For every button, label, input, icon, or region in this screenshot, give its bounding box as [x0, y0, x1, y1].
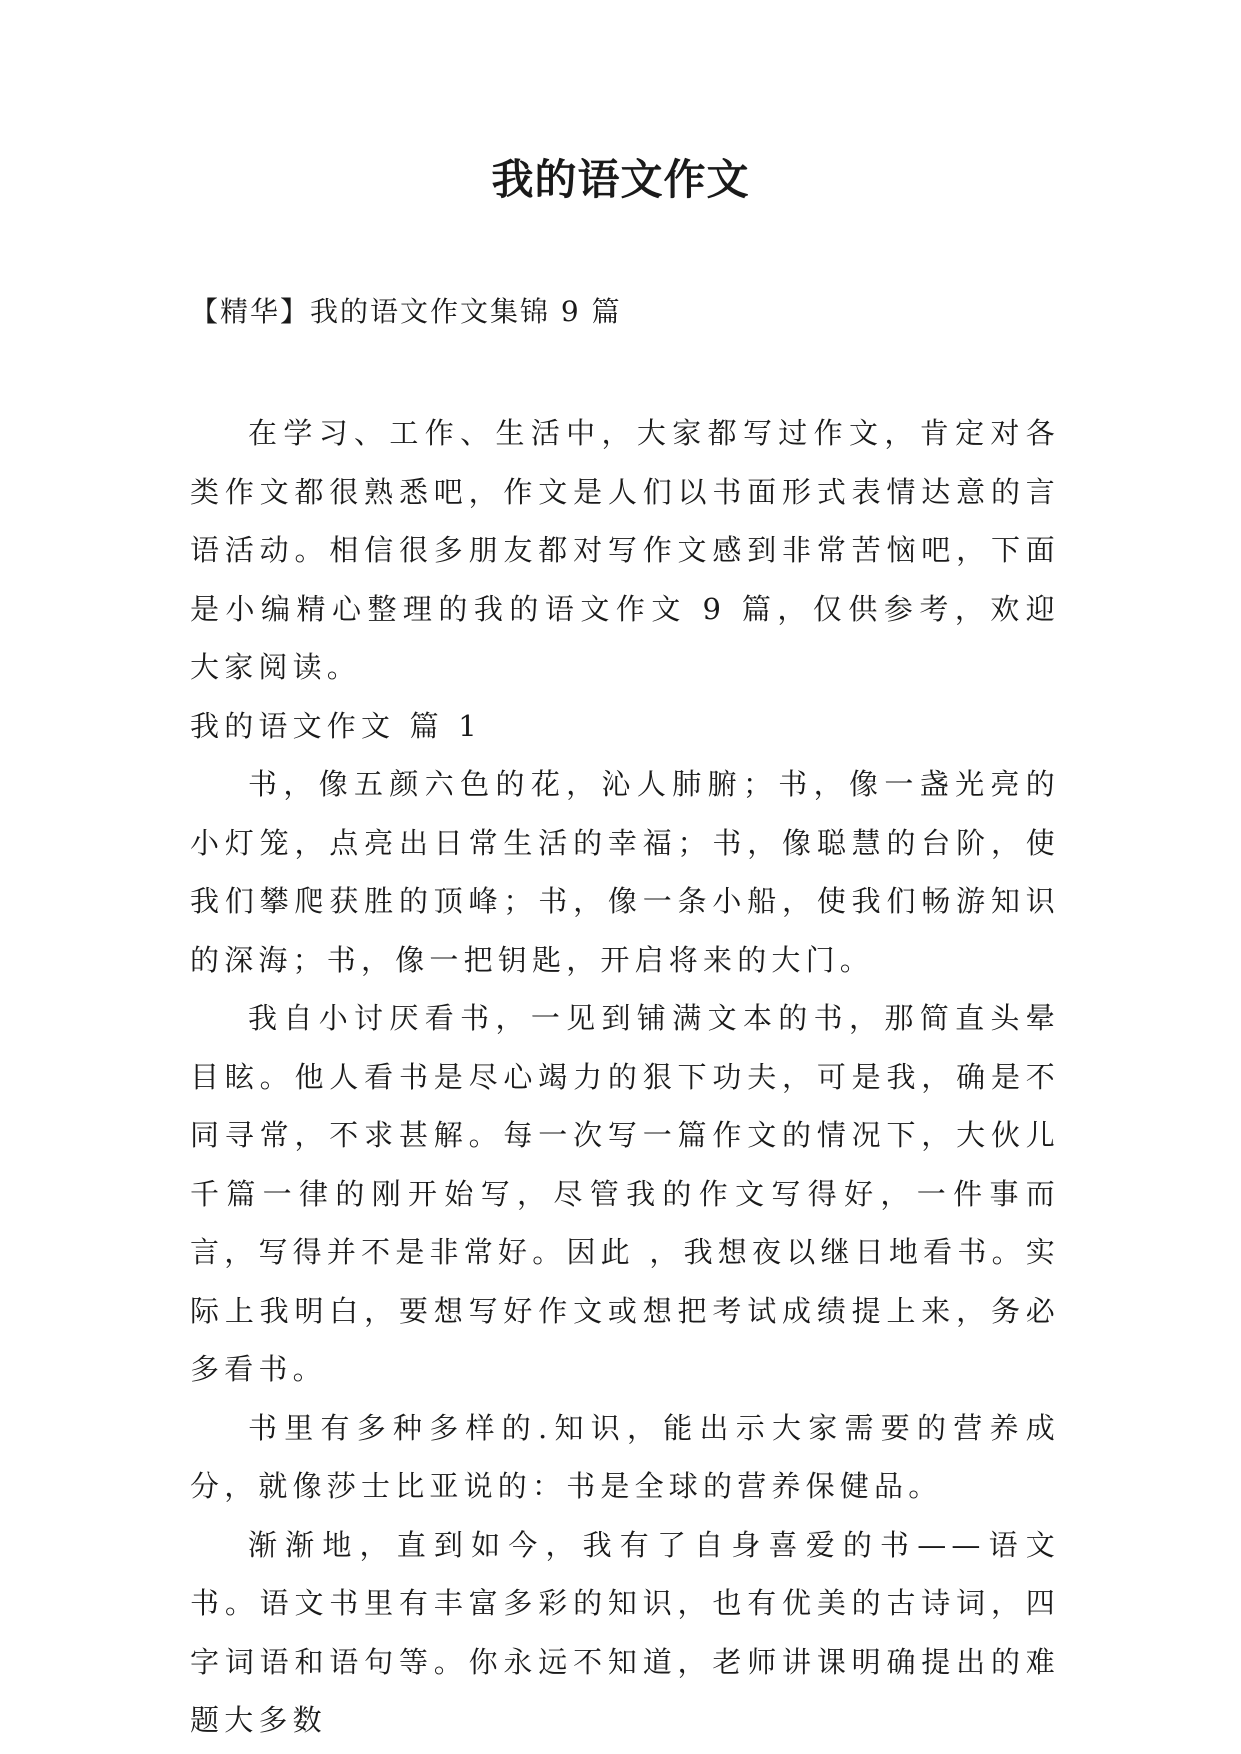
body-paragraph: 渐渐地，直到如今，我有了自身喜爱的书——语文书。语文书里有丰富多彩的知识，也有优美的古诗词，四字词语和语句等。你永远不知道，老师讲课明确提出的难题大多数: [190, 1527, 1060, 1737]
document-body: [190, 404, 1060, 1750]
section-heading: 我的语文作文 篇 1: [190, 708, 482, 743]
body-paragraph: 我自小讨厌看书，一见到铺满文本的书，那简直头晕目眩。他人看书是尽心竭力的狠下功夫，可是我，确是不同寻常，不求甚解。每一次写一篇作文的情况下，大伙儿千篇一律的刚开始写，尽管我的作文写得好，一件事而言，写得并不是非常好。因此 ，我想夜以继日地看书。实际上我明白，要想写好作文或想把考试成绩提上来，务必多看书。: [190, 1001, 1060, 1386]
intro-paragraph: 在学习、工作、生活中，大家都写过作文，肯定对各类作文都很熟悉吧，作文是人们以书面形式表情达意的言语活动。相信很多朋友都对写作文感到非常苦恼吧，下面是小编精心整理的我的语文作文 9 篇，仅供参考，欢迎大家阅读。: [190, 416, 1060, 684]
document-subtitle: 【精华】我的语文作文集锦 9 篇: [190, 295, 622, 328]
document-title: 我的语文作文: [491, 155, 750, 204]
body-paragraph: 书里有多种多样的.知识，能出示大家需要的营养成分，就像莎士比亚说的：书是全球的营养保健品。: [190, 1410, 1060, 1503]
body-paragraph: 书，像五颜六色的花，沁人肺腑；书，像一盏光亮的小灯笼，点亮出日常生活的幸福；书，像聪慧的台阶，使我们攀爬获胜的顶峰；书，像一条小船，使我们畅游知识的深海；书，像一把钥匙，开启将来的大门。: [190, 767, 1060, 977]
